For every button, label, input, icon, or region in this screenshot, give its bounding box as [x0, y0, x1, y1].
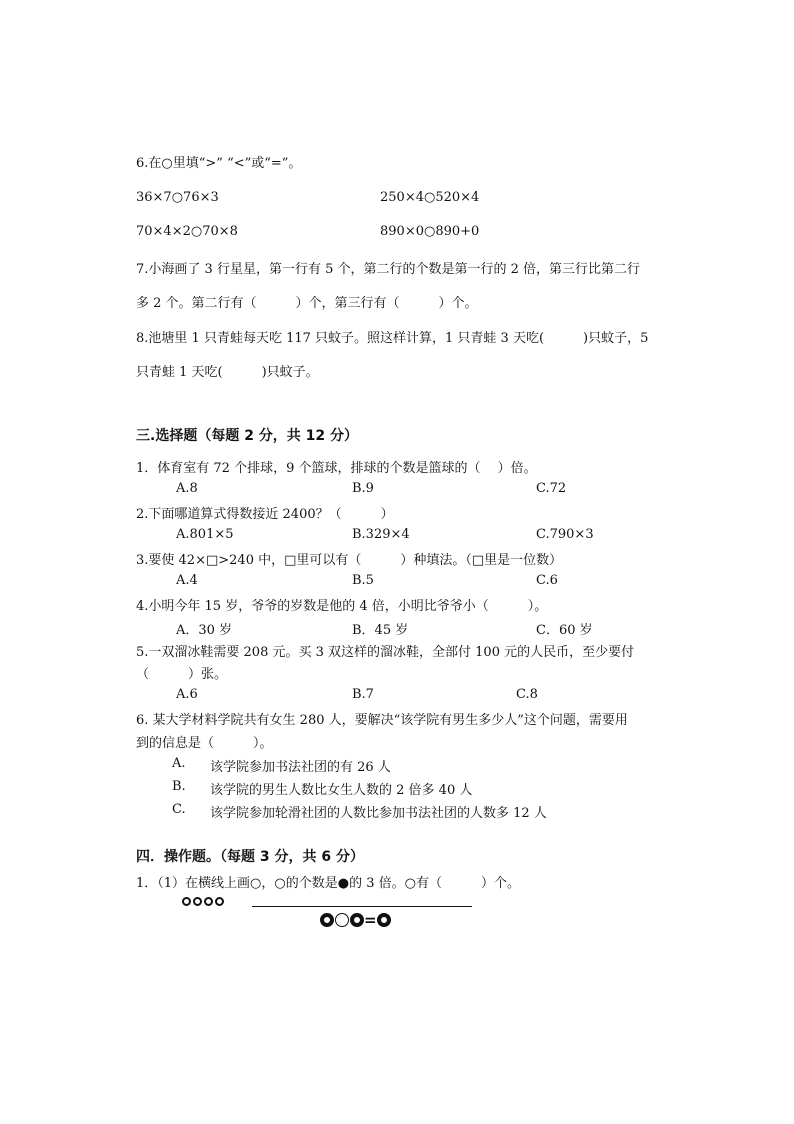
choice-section-heading: 三.选择题（每题 2 分，共 12 分） [136, 428, 359, 444]
filled-dot-icon [182, 897, 191, 906]
operate-section-heading: 四．操作题。（每题 3 分，共 6 分） [136, 849, 364, 865]
choice-q6-text-2: 到的信息是（ ）。 [136, 736, 273, 751]
legend-equation [320, 911, 391, 929]
filled-dot-icon [215, 897, 224, 906]
choice-q3-option-c: C.6 [536, 573, 558, 588]
q7-line-1: 7.小海画了 3 行星星，第一行有 5 个，第二行的个数是第一行的 2 倍，第三行比第二行 [136, 262, 641, 277]
choice-q5-option-c: C.8 [516, 687, 538, 702]
filled-dot-icon [204, 897, 213, 906]
filled-dot-icon [193, 897, 202, 906]
q8-line-1: 8.池塘里 1 只青蛙每天吃 117 只蚊子。照这样计算，1 只青蛙 3 天吃( )只蚊子，5 [136, 331, 649, 346]
equals-sign: = [364, 911, 377, 929]
choice-q6-option-b-letter: B. [172, 779, 186, 794]
choice-q3-option-b: B.5 [352, 573, 374, 588]
filled-circle-icon [350, 913, 364, 927]
choice-q5-option-b: B.7 [352, 687, 374, 702]
filled-circle-icon [377, 913, 391, 927]
choice-q2-option-a: A.801×5 [176, 527, 234, 542]
choice-q1-option-a: A.8 [176, 481, 198, 496]
q8-line-2: 只青蛙 1 天吃( )只蚊子。 [136, 365, 319, 380]
choice-q6-text: 6. 某大学材料学院共有女生 280 人，要解决“该学院有男生多少人”这个问题，需要用 [136, 713, 628, 728]
q7-line-2: 多 2 个。第二行有（ ）个，第三行有（ ）个。 [136, 296, 478, 311]
choice-q4-text: 4.小明今年 15 岁，爷爷的岁数是他的 4 倍，小明比爷爷小（ ）。 [136, 599, 548, 614]
choice-q3-text: 3.要使 42×□>240 中，□里可以有（ ）种填法。（□里是一位数） [136, 553, 563, 568]
choice-q2-text: 2.下面哪道算式得数接近 2400？（ ） [136, 507, 394, 522]
choice-q2-option-c: C.790×3 [536, 527, 594, 542]
choice-q2-option-b: B.329×4 [352, 527, 410, 542]
choice-q6-option-b-text: 该学院的男生人数比女生人数的 2 倍多 40 人 [210, 783, 473, 798]
choice-q6-option-c-letter: C. [172, 802, 186, 817]
choice-q3-option-a: A.4 [176, 573, 198, 588]
choice-q5-option-a: A.6 [176, 687, 198, 702]
q6-item-1: 36×7○76×3 [136, 190, 219, 205]
choice-q6-option-c-text: 该学院参加轮滑社团的人数比参加书法社团的人数多 12 人 [210, 806, 547, 821]
choice-q6-option-a-text: 该学院参加书法社团的有 26 人 [210, 760, 391, 775]
choice-q5-text: 5.一双溜冰鞋需要 208 元。买 3 双这样的溜冰鞋，全部付 100 元的人民币，至少要付 [136, 645, 635, 660]
choice-q4-option-b: B．45 岁 [352, 623, 409, 638]
choice-q1-text: 1．体育室有 72 个排球，9 个篮球，排球的个数是篮球的（ ）倍。 [136, 461, 537, 476]
q6-item-4: 890×0○890+0 [380, 224, 480, 239]
hollow-circle-icon [335, 913, 349, 927]
choice-q1-option-b: B.9 [352, 481, 374, 496]
choice-q4-option-c: C．60 岁 [536, 623, 593, 638]
filled-dots-row [182, 894, 226, 909]
choice-q5-text-2: （ ）张。 [136, 667, 228, 682]
operate-q1-text: 1．（1）在横线上画○，○的个数是●的 3 倍。○有（ ）个。 [136, 876, 520, 891]
choice-q4-option-a: A．30 岁 [176, 623, 233, 638]
q6-title: 6.在○里填“>” “<”或“=”。 [136, 156, 302, 171]
filled-circle-icon [320, 913, 334, 927]
drawing-answer-line [252, 906, 472, 907]
q6-item-3: 70×4×2○70×8 [136, 224, 238, 239]
choice-q1-option-c: C.72 [536, 481, 567, 496]
choice-q6-option-a-letter: A. [172, 756, 186, 771]
q6-item-2: 250×4○520×4 [380, 190, 480, 205]
